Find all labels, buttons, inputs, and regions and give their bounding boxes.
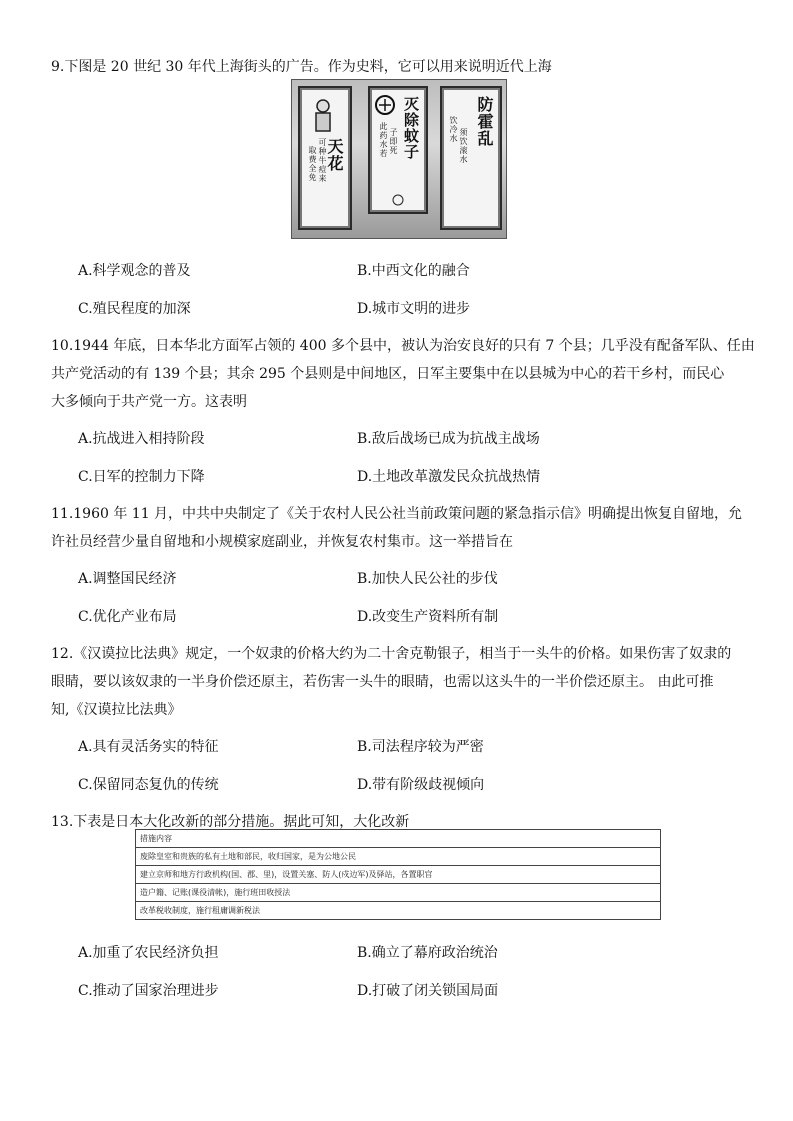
q9-option-c[interactable]: C.殖民程度的加深 [78, 301, 191, 317]
ad-board-2-main: 灭除蚊子 [402, 96, 420, 160]
q12-option-d[interactable]: D.带有阶级歧视倾向 [357, 777, 485, 793]
q12-option-c[interactable]: C.保留同态复仇的传统 [78, 777, 219, 793]
ad-board-1-main: 天花 [325, 138, 344, 172]
stamp-mark-icon [392, 194, 404, 206]
q10-stem-line-2: 共产党活动的有 139 个县；其余 295 个县则是中间地区，日军主要集中在以县城为中心的若干乡村，而民心 [51, 366, 725, 382]
q13-option-c[interactable]: C.推动了国家治理进步 [78, 983, 219, 999]
q10-stem-line-3: 大多倾向于共产党一方。这表明 [51, 394, 247, 410]
table-row [136, 884, 661, 902]
q12-stem-line-1: 12.《汉谟拉比法典》规定，一个奴隶的价格大约为二十舍克勒银子，相当于一头牛的价格。如果伤害了奴隶的 [51, 646, 732, 662]
ad-board-3-small-a: 饮冷水 [449, 116, 458, 143]
ad-board-1-small-a: 可种牛痘来 [318, 138, 327, 183]
table-row [136, 848, 661, 866]
q11-option-c[interactable]: C.优化产业布局 [78, 609, 177, 625]
q11-stem-line-1: 11.1960 年 11 月，中共中央制定了《关于农村人民公社当前政策问题的紧急指示信》明确提出恢复自留地，允 [51, 506, 743, 522]
q13-option-d[interactable]: D.打破了闭关锁国局面 [357, 983, 499, 999]
q13-option-a[interactable]: A.加重了农民经济负担 [78, 945, 219, 961]
taika-reform-measures-table [135, 829, 661, 920]
ad-board-1-small-b: 取费全免 [308, 146, 317, 182]
table-row [136, 866, 661, 884]
q10-option-b[interactable]: B.敌后战场已成为抗战主战场 [357, 431, 540, 447]
q11-stem-line-2: 许社员经营少量自留地和小规模家庭副业，并恢复农村集市。这一举措旨在 [51, 534, 513, 550]
table-header-cell: 措施内容 [136, 830, 661, 848]
logo-seal-icon [374, 94, 396, 116]
q12-option-a[interactable]: A.具有灵活务实的特征 [78, 739, 219, 755]
ad-board-3-small-b: 须饮滚水 [459, 128, 468, 164]
table-cell: 改革税收制度，施行租庸调新税法 [136, 902, 661, 920]
q12-option-b[interactable]: B.司法程序较为严密 [357, 739, 484, 755]
table-row [136, 830, 661, 848]
q11-option-b[interactable]: B.加快人民公社的步伐 [357, 571, 498, 587]
table-cell: 造户籍、记账(课役清帐)，施行班田收授法 [136, 884, 661, 902]
q10-option-c[interactable]: C.日军的控制力下降 [78, 469, 205, 485]
ad-board-3-main: 防霍乱 [475, 96, 494, 147]
figure-illustration-icon [312, 98, 334, 132]
q9-option-d[interactable]: D.城市文明的进步 [357, 301, 471, 317]
street-advertisement-photo [291, 79, 507, 239]
ad-board-2-small-a: 此药水若 [379, 122, 388, 158]
ad-board-smallpox [298, 86, 352, 230]
q12-stem-line-2: 眼睛，要以该奴隶的一半身价偿还原主，若伤害一头牛的眼睛，也需以这头牛的一半价偿还原主。 由此可推 [51, 674, 714, 690]
q10-stem-line-1: 10.1944 年底，日本华北方面军占领的 400 多个县中，被认为治安良好的只有 7 个县；几乎没有配备军队、任由 [51, 338, 755, 354]
table-row [136, 902, 661, 920]
q9-stem: 9.下图是 20 世纪 30 年代上海街头的广告。作为史料，它可以用来说明近代上海 [51, 59, 552, 75]
ad-board-cholera [440, 86, 502, 230]
ad-board-2-small-b: 子即死 [389, 128, 398, 155]
table-cell: 建立京师和地方行政机构(国、郡、里)，设置关塞、防人(戍边军)及驿站，各置职官 [136, 866, 661, 884]
q13-stem: 13.下表是日本大化改新的部分措施。据此可知，大化改新 [51, 814, 410, 830]
q12-stem-line-3: 知,《汉谟拉比法典》 [51, 702, 182, 718]
q9-option-b[interactable]: B.中西文化的融合 [357, 263, 470, 279]
ad-board-mosquito [368, 86, 428, 214]
q11-option-a[interactable]: A.调整国民经济 [78, 571, 177, 587]
q11-option-d[interactable]: D.改变生产资料所有制 [357, 609, 499, 625]
table-cell: 废除皇室和贵族的私有土地和部民，收归国家，是为公地公民 [136, 848, 661, 866]
q9-option-a[interactable]: A.科学观念的普及 [78, 263, 191, 279]
q10-option-d[interactable]: D.土地改革激发民众抗战热情 [357, 469, 541, 485]
q10-option-a[interactable]: A.抗战进入相持阶段 [78, 431, 205, 447]
q13-option-b[interactable]: B.确立了幕府政治统治 [357, 945, 498, 961]
